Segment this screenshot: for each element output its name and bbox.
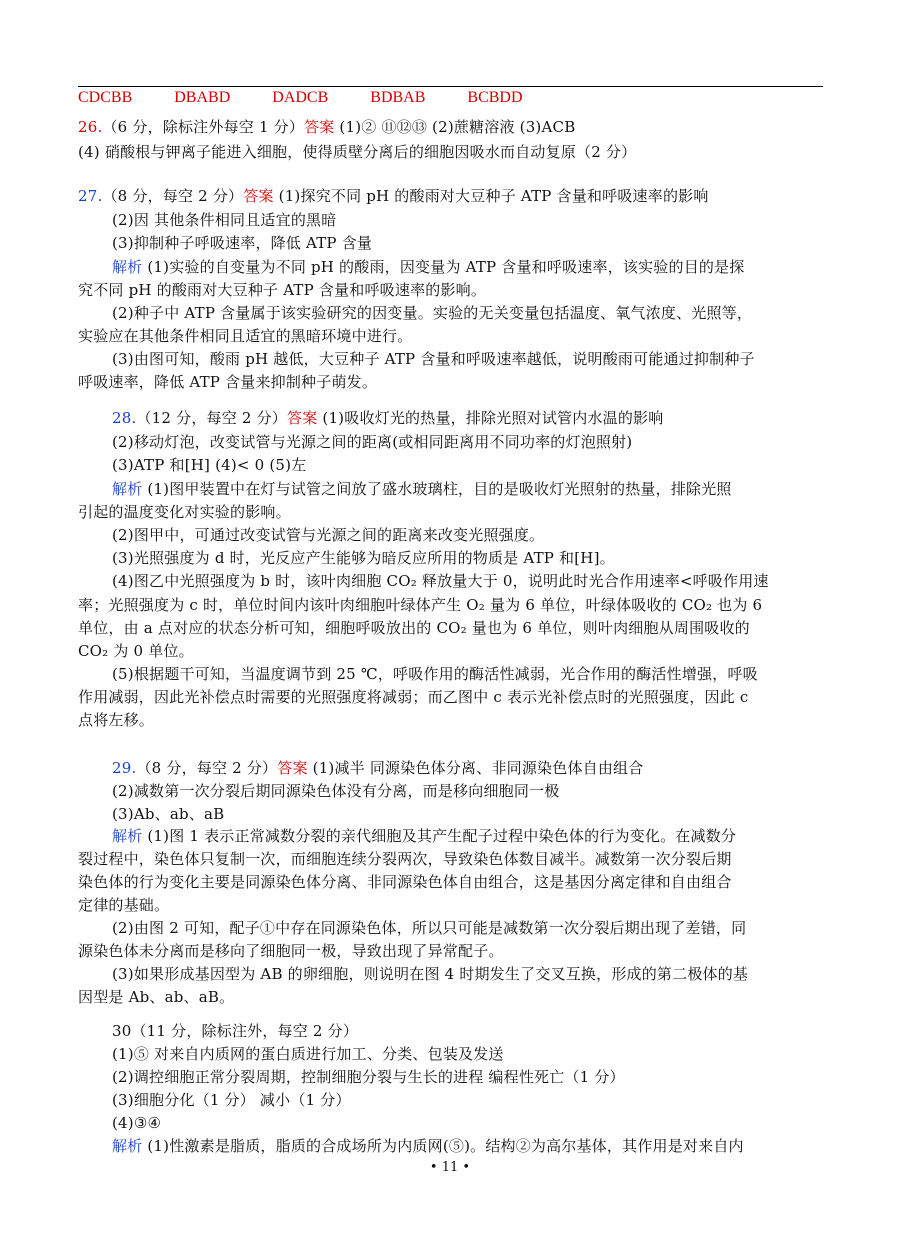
- answer-key-group: CDCBB: [78, 89, 133, 106]
- q29-analysis-line: 定律的基础。: [78, 896, 170, 914]
- q29-analysis-line: 因型是 Ab、ab、aB。: [78, 988, 235, 1006]
- q29-answer-line: [112, 757, 824, 779]
- answer-key-row: [78, 89, 565, 107]
- question-number: 27.: [78, 187, 103, 205]
- score-note: （12 分，每空 2 分）: [136, 409, 288, 427]
- q26-answer-line-2: (4) 硝酸根与钾离子能进入细胞，使得质壁分离后的细胞因吸水而自动复原（2 分）: [78, 143, 637, 161]
- q30-header-line: 30（11 分，除标注外，每空 2 分）: [112, 1022, 359, 1040]
- q30-answer-line: (4)③④: [112, 1114, 162, 1132]
- top-rule: [78, 86, 823, 87]
- answer-key-group: BDBAB: [370, 89, 426, 106]
- answer-text: (1)减半 同源染色体分离、非同源染色体自由组合: [307, 759, 644, 777]
- q28-answer-line: [112, 407, 824, 429]
- q28-analysis-line: 点将左移。: [78, 711, 155, 729]
- answer-key-group: DADCB: [272, 89, 329, 106]
- q30-answer-line: (3)细胞分化（1 分） 减小（1 分）: [112, 1091, 351, 1109]
- q27-answer-line-3: (3)抑制种子呼吸速率，降低 ATP 含量: [112, 234, 373, 252]
- q27-analysis-line: (2)种子中 ATP 含量属于该实验研究的因变量。实验的无关变量包括温度、氧气浓度、光照等，: [112, 304, 753, 322]
- answer-text: (1)吸收灯光的热量，排除光照对试管内水温的影响: [317, 409, 664, 427]
- q29-analysis-line: 源染色体未分离而是移向了细胞同一极，导致出现了异常配子。: [78, 942, 504, 960]
- score-note: （8 分，每空 2 分）: [102, 187, 244, 205]
- q28-analysis-line: CO₂ 为 0 单位。: [78, 642, 194, 660]
- q28-analysis-line: (4)图乙中光照强度为 b 时，该叶肉细胞 CO₂ 释放量大于 0，说明此时光合作用速率<呼吸作用速: [112, 572, 769, 590]
- analysis-label: 解析: [112, 258, 143, 276]
- score-note: （6 分，除标注外每空 1 分）: [102, 118, 305, 136]
- answer-label: 答案: [243, 187, 274, 205]
- answer-text: (1)② ⑪⑫⑬ (2)蔗糖溶液 (3)ACB: [334, 118, 576, 136]
- q28-analysis-line: [112, 478, 824, 500]
- q30-answer-line: (1)⑤ 对来自内质网的蛋白质进行加工、分类、包装及发送: [112, 1045, 504, 1063]
- q29-analysis-line: [112, 825, 824, 847]
- q30-analysis-line: [112, 1135, 824, 1157]
- q28-analysis-line: (3)光照强度为 d 时，光反应产生能够为暗反应所用的物质是 ATP 和[H]。: [112, 549, 615, 567]
- answer-label: 答案: [304, 118, 335, 136]
- q28-analysis-line: (2)图甲中，可通过改变试管与光源之间的距离来改变光照强度。: [112, 526, 545, 544]
- analysis-label: 解析: [112, 1137, 143, 1155]
- q28-analysis-line: 率；光照强度为 c 时，单位时间内该叶肉细胞叶绿体产生 O₂ 量为 6 单位，叶绿体吸收的 CO₂ 也为 6: [78, 596, 763, 614]
- q29-answer-line-2: (2)减数第一次分裂后期同源染色体没有分离，而是移向细胞同一极: [112, 782, 560, 800]
- question-number: 28.: [112, 409, 137, 427]
- question-number: 26.: [78, 118, 103, 136]
- q27-answer-line: [78, 185, 824, 207]
- answer-label: 答案: [287, 409, 318, 427]
- q27-analysis-line: (3)由图可知，酸雨 pH 越低，大豆种子 ATP 含量和呼吸速率越低，说明酸雨可能通过抑制种子: [112, 350, 755, 368]
- q27-analysis-line: 究不同 pH 的酸雨对大豆种子 ATP 含量和呼吸速率的影响。: [78, 281, 487, 299]
- q29-analysis-line: (3)如果形成基因型为 AB 的卵细胞，则说明在图 4 时期发生了交叉互换，形成的第二极体的基: [112, 965, 749, 983]
- q27-analysis-line: 实验应在其他条件相同且适宜的黑暗环境中进行。: [78, 327, 413, 345]
- answer-key-group: BCBDD: [467, 89, 523, 106]
- q28-answer-line-2: (2)移动灯泡，改变试管与光源之间的距离(或相同距离用不同功率的灯泡照射): [112, 433, 633, 451]
- analysis-label: 解析: [112, 480, 143, 498]
- q28-analysis-line: (5)根据题干可知，当温度调节到 25 ℃，呼吸作用的酶活性减弱，光合作用的酶活性增强，呼吸: [112, 665, 758, 683]
- q29-analysis-line: (2)由图 2 可知，配子①中存在同源染色体，所以只可能是减数第一次分裂后期出现了差错，同: [112, 919, 747, 937]
- q28-analysis-line: 单位，由 a 点对应的状态分析可知，细胞呼吸放出的 CO₂ 量也为 6 单位，则叶肉细胞从周围吸收的: [78, 619, 750, 637]
- answer-key-group: DBABD: [174, 89, 231, 106]
- analysis-label: 解析: [112, 827, 143, 845]
- q28-analysis-line: 引起的温度变化对实验的影响。: [78, 503, 291, 521]
- analysis-text: (1)性激素是脂质，脂质的合成场所为内质网(⑤)。结构②为高尔基体，其作用是对来自内: [142, 1137, 744, 1155]
- q28-answer-line-3: (3)ATP 和[H] (4)< 0 (5)左: [112, 456, 307, 474]
- q30-answer-line: (2)调控细胞正常分裂周期，控制细胞分裂与生长的进程 编程性死亡（1 分）: [112, 1068, 625, 1086]
- analysis-text: (1)图 1 表示正常减数分裂的亲代细胞及其产生配子过程中染色体的行为变化。在减数分: [142, 827, 737, 845]
- q29-analysis-line: 裂过程中，染色体只复制一次，而细胞连续分裂两次，导致染色体数目减半。减数第一次分裂后期: [78, 850, 732, 868]
- q27-answer-line-2: (2)因 其他条件相同且适宜的黑暗: [112, 211, 337, 229]
- analysis-text: (1)实验的自变量为不同 pH 的酸雨，因变量为 ATP 含量和呼吸速率，该实验的目的是探: [142, 258, 745, 276]
- q27-analysis-line: 呼吸速率，降低 ATP 含量来抑制种子萌发。: [78, 373, 378, 391]
- answer-text: (1)探究不同 pH 的酸雨对大豆种子 ATP 含量和呼吸速率的影响: [273, 187, 709, 205]
- score-note: （8 分，每空 2 分）: [136, 759, 278, 777]
- question-number: 29.: [112, 759, 137, 777]
- q27-analysis-line: [112, 256, 824, 278]
- q26-answer-line: [78, 116, 824, 138]
- q29-answer-line-3: (3)Ab、ab、aB: [112, 805, 225, 823]
- answer-label: 答案: [277, 759, 308, 777]
- page-number: • 11 •: [429, 1160, 471, 1175]
- q28-analysis-line: 作用减弱，因此光补偿点时需要的光照强度将减弱；而乙图中 c 表示光补偿点时的光照强度，因此 c: [78, 688, 749, 706]
- analysis-text: (1)图甲装置中在灯与试管之间放了盛水玻璃柱，目的是吸收灯光照射的热量，排除光照: [142, 480, 732, 498]
- q29-analysis-line: 染色体的行为变化主要是同源染色体分离、非同源染色体自由组合，这是基因分离定律和自由组合: [78, 873, 732, 891]
